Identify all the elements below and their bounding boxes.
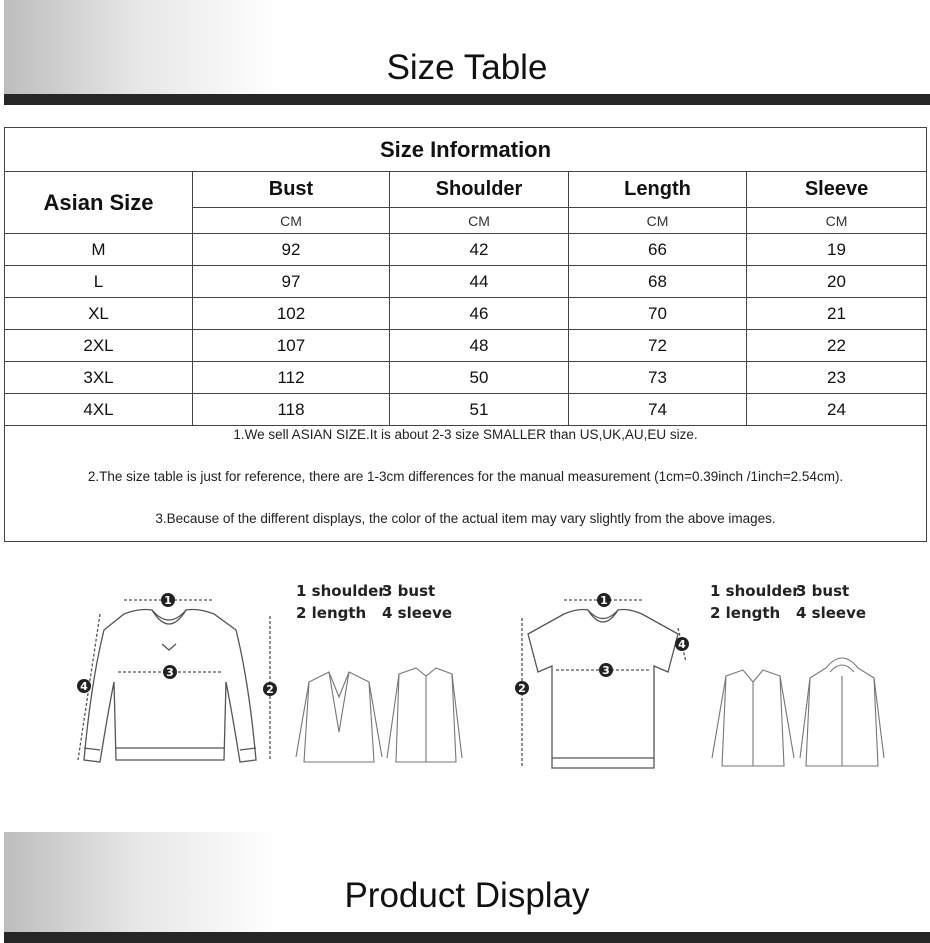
unit-bust: CM [193,208,390,234]
marker-label-2: 2 [266,683,274,696]
legend-sleeve: 4 sleeve [382,604,453,622]
marker-label-3: 3 [602,664,610,677]
marker-label-1: 1 [164,594,172,607]
table-row [5,266,927,298]
shoulder-cell: 46 [390,298,569,330]
short-sleeve-measure-diagram [508,572,908,784]
size-cell: 3XL [5,362,193,394]
sleeve-cell: 24 [747,394,927,426]
bust-cell: 118 [193,394,390,426]
notes-cell [5,426,927,542]
footer-title: Product Display [344,876,590,915]
length-cell: 74 [569,394,747,426]
legend-length: 2 length [296,604,367,622]
table-row [5,298,927,330]
marker-label-3: 3 [166,666,174,679]
bust-cell: 102 [193,298,390,330]
table-row [5,394,927,426]
length-cell: 70 [569,298,747,330]
sleeve-cell: 20 [747,266,927,298]
shoulder-cell: 44 [390,266,569,298]
unit-shoulder: CM [390,208,569,234]
column-header-length: Length [569,172,747,208]
legend-bust: 3 bust [796,582,850,600]
table-row [5,362,927,394]
legend-shoulder: 1 shoulder [296,582,386,600]
asian-size-header: Asian Size [5,172,193,234]
table-title: Size Information [5,128,927,172]
header-title: Size Table [386,48,548,87]
shoulder-cell: 48 [390,330,569,362]
shoulder-cell: 51 [390,394,569,426]
footer-bar [4,932,930,943]
size-table [4,127,927,542]
hoodie-icon [800,658,884,766]
legend-left [296,582,466,632]
marker-label-1: 1 [600,594,608,607]
length-cell: 68 [569,266,747,298]
table-row [5,234,927,266]
bust-cell: 92 [193,234,390,266]
bust-cell: 112 [193,362,390,394]
size-cell: 4XL [5,394,193,426]
unit-sleeve: CM [747,208,927,234]
jacket-icon [387,668,462,762]
sleeve-cell: 23 [747,362,927,394]
length-cell: 73 [569,362,747,394]
marker-1 [161,593,175,607]
note-2: 2.The size table is just for reference, there are 1-3cm differences for the manual measurement (1cm=0.39inch /1inch=2.54cm). [87,469,844,484]
column-header-sleeve: Sleeve [747,172,927,208]
blazer-icon [296,672,382,762]
table-row [5,330,927,362]
unit-length: CM [569,208,747,234]
shoulder-cell: 42 [390,234,569,266]
size-cell: XL [5,298,193,330]
column-header-bust: Bust [193,172,390,208]
legend-sleeve: 4 sleeve [796,604,867,622]
shoulder-cell: 50 [390,362,569,394]
product-display-header [4,832,930,943]
long-sleeve-measure-diagram [44,572,464,784]
header-bar [4,94,930,105]
marker-label-4: 4 [80,680,88,693]
sleeve-cell: 21 [747,298,927,330]
bust-cell: 97 [193,266,390,298]
size-cell: 2XL [5,330,193,362]
bust-cell: 107 [193,330,390,362]
sleeve-cell: 22 [747,330,927,362]
legend-length: 2 length [710,604,781,622]
size-table-header [4,0,930,105]
column-header-shoulder: Shoulder [390,172,569,208]
marker-label-2: 2 [518,682,526,695]
size-cell: L [5,266,193,298]
size-cell: M [5,234,193,266]
sleeve-cell: 19 [747,234,927,266]
marker-label-4: 4 [678,638,686,651]
length-cell: 72 [569,330,747,362]
note-1: 1.We sell ASIAN SIZE.It is about 2-3 size SMALLER than US,UK,AU,EU size. [233,427,698,442]
shirt-icon [712,670,794,766]
note-3: 3.Because of the different displays, the color of the actual item may vary slightly from the above images. [155,511,776,526]
length-cell: 66 [569,234,747,266]
legend-bust: 3 bust [382,582,436,600]
legend-right [710,582,880,632]
legend-shoulder: 1 shoulder [710,582,800,600]
